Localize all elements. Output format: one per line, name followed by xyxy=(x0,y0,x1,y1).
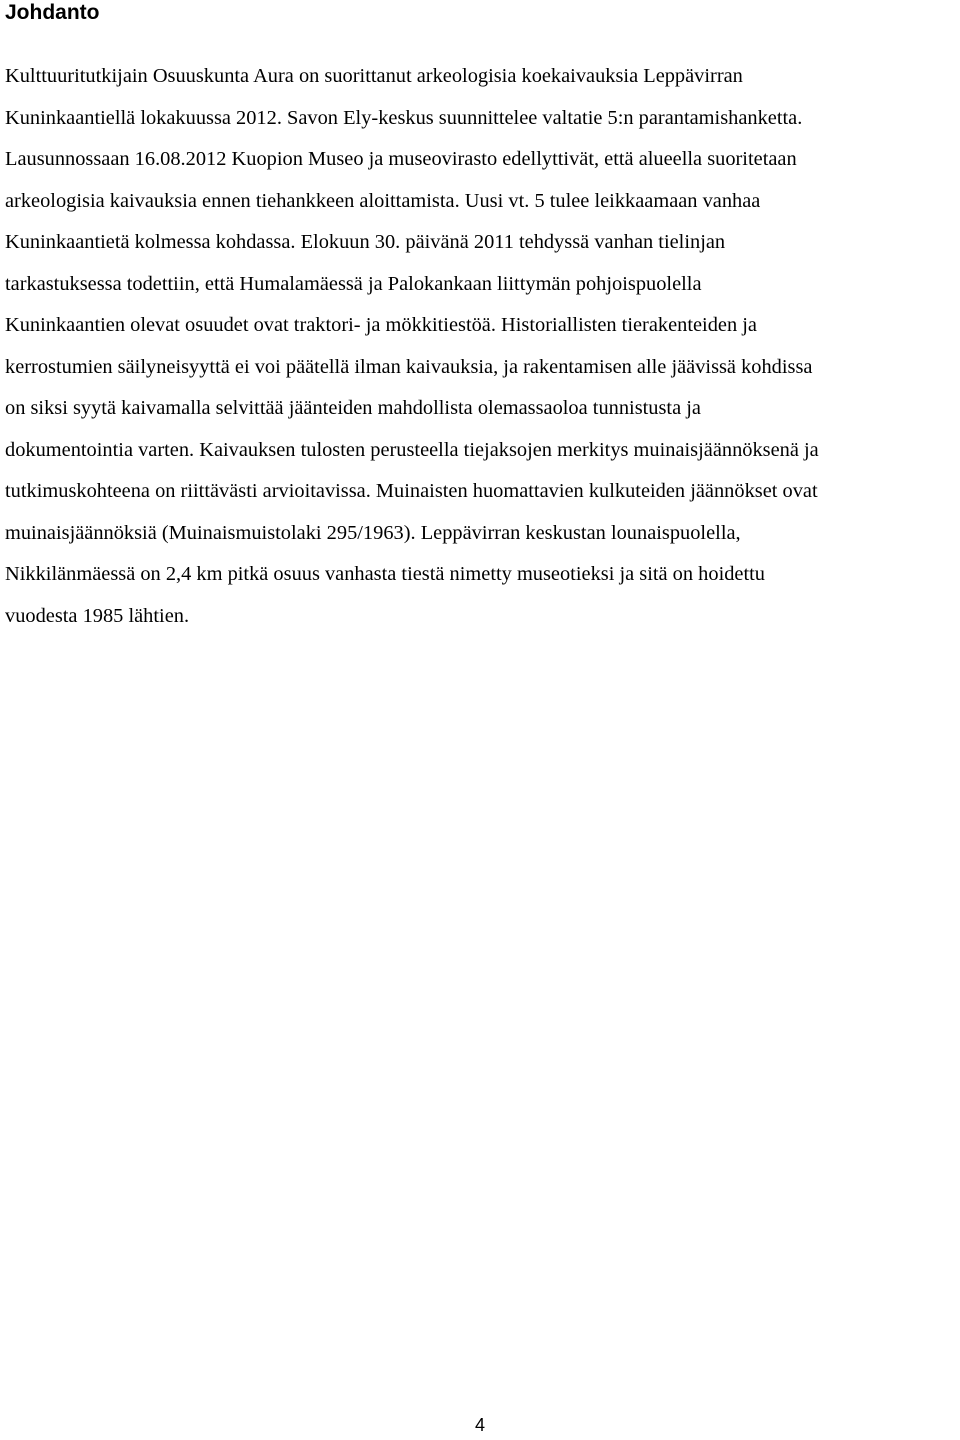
page-heading: Johdanto xyxy=(5,1,100,24)
page-number: 4 xyxy=(474,1415,485,1435)
paragraph-line: Kuninkaantietä kolmessa kohdassa. Elokuun 30. päivänä 2011 tehdyssä vanhan tielinjan xyxy=(5,231,726,253)
paragraph-line: arkeologisia kaivauksia ennen tiehankkeen aloittamista. Uusi vt. 5 tulee leikkaamaan vanhaa xyxy=(5,189,761,212)
paragraph-line: Nikkilänmäessä on 2,4 km pitkä osuus vanhasta tiestä nimetty museotieksi ja sitä on hoidettu xyxy=(5,563,765,585)
paragraph-line: Kuninkaantiellä lokakuussa 2012. Savon Ely-keskus suunnittelee valtatie 5:n parantamishanketta. xyxy=(5,106,803,129)
paragraph-line: kerrostumien säilyneisyyttä ei voi päätellä ilman kaivauksia, ja rakentamisen alle jäävissä kohdissa xyxy=(5,355,813,378)
paragraph-line: Kuninkaantien olevat osuudet ovat traktori- ja mökkitiestöä. Historiallisten tierakenteiden ja xyxy=(5,314,757,336)
paragraph-line: vuodesta 1985 lähtien. xyxy=(5,604,190,627)
intro-paragraph xyxy=(5,56,960,637)
paragraph-line: dokumentointia varten. Kaivauksen tulosten perusteella tiejaksojen merkitys muinaisjäännöksenä ja xyxy=(5,438,819,461)
paragraph-line: Kulttuuritutkijain Osuuskunta Aura on suorittanut arkeologisia koekaivauksia Leppävirran xyxy=(5,65,743,87)
paragraph-line: muinaisjäännöksiä (Muinaismuistolaki 295/1963). Leppävirran keskustan lounaispuolella, xyxy=(5,521,741,544)
paragraph-line: Lausunnossaan 16.08.2012 Kuopion Museo ja museovirasto edellyttivät, että alueella suoritetaan xyxy=(5,148,797,170)
paragraph-line: on siksi syytä kaivamalla selvittää jäänteiden mahdollista olemassaoloa tunnistusta ja xyxy=(5,397,701,419)
paragraph-line: tarkastuksessa todettiin, että Humalamäessä ja Palokankaan liittymän pohjoispuolella xyxy=(5,272,702,295)
paragraph-line: tutkimuskohteena on riittävästi arvioitavissa. Muinaisten huomattavien kulkuteiden jäännökset ovat xyxy=(5,480,818,502)
